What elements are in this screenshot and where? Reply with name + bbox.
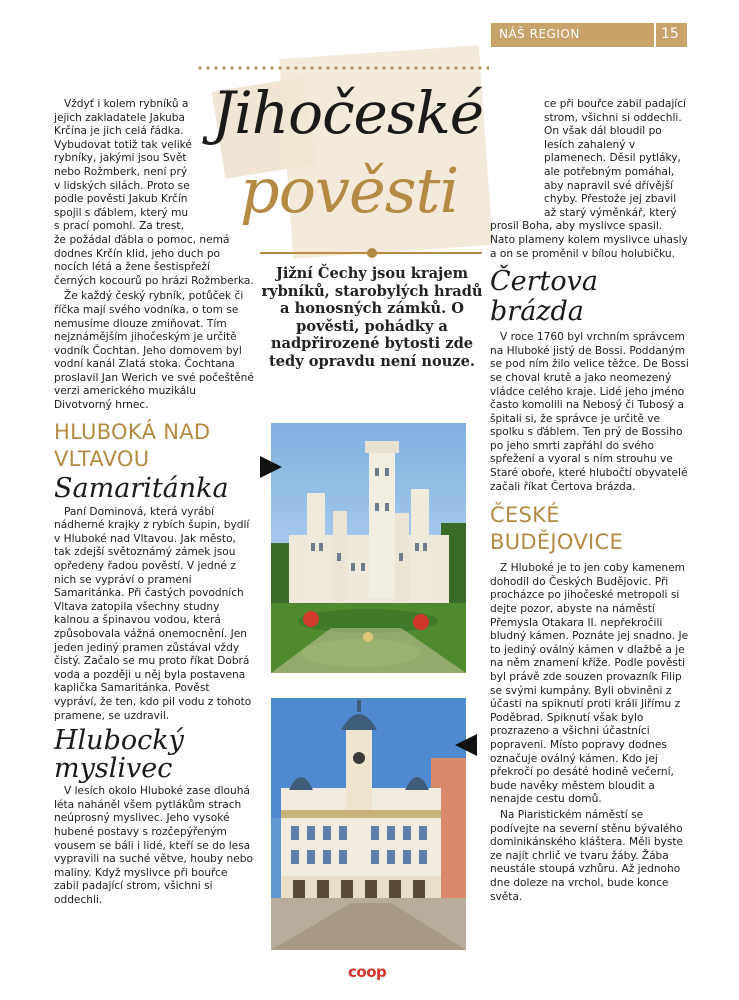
intro-text: Jižní Čechy jsou krajem rybníků, starobylých hradů a honosných zámků. O pověsti, pohádky a nadpřirozené bytosti zde tedy opravdu není nouze. (261, 265, 483, 370)
page-number: 15 (661, 26, 679, 42)
title-rule-dot (367, 248, 377, 258)
col1-paragraph-1: Vždyť i kolem rybníků a jejich zakladatele Jakuba Krčína je jich celá řádka. Vybudovat totiž tak veliké rybníky, jakými jsou Svět nebo Rožmberk, není prý v lidských silách. Proto se podle pověsti Jakub Krčín spojil s ďáblem, který mu s prací pomohl. Za trest, že požádal ďábla o pomoc, nemá dodnes Krčín klid, jeho duch po nocích létá a žene šestispřeží černých kocourů po hrázi Rožmberka. (54, 98, 254, 287)
photo-hluboka-castle (271, 423, 466, 673)
heading-samaritanka: Samaritánka (54, 472, 229, 504)
column-1 (54, 98, 254, 908)
coop-logo: coop (348, 963, 387, 981)
col1-paragraph-2: Že každý český rybník, potůček či říčka mají svého vodníka, o tom se nemusíme dlouze zmiňovat. Tím nejznámějším jihočeským je určitě vodník Čochtan. Jeho domovem byl vodní kanál Zlatá stoka. Čochtana proslavil Jan Werich ve své počeštěné verzi amerického muzikálu Divotvorný hrnec. (54, 290, 254, 412)
title-line-1: Jihočeské (212, 79, 484, 147)
col1-paragraph-3: Paní Dominová, která vyrábí nádherné krajky z rybích šupin, bydlí v Hluboké nad Vltavou. Jak město, tak zdejší světoznámý zámek jsou opředeny řadou pověstí. V jedné z nich se vypráví o prameni Samaritánka. Při častých povodních Vltava zatopila všechny studny kalnou a špinavou vodou, která způsobovala vážná onemocnění. Jen jeden jediný pramen zůstával vždy čistý. Začalo se mu proto říkat Dobrá voda a později u něj byla postavena kaplička Samaritánka. Pověst vypráví, že ten, kdo pil vodu z tohoto pramene, se uzdravil. (54, 505, 252, 722)
col3-paragraph-3: Z Hluboké je to jen coby kamenem dohodil do Českých Budějovic. Při procházce po jihočeské metropoli si dejte pozor, abyste na náměstí Přemysla Otakara II. nepřekročili bludný kámen. Poznáte jej snadno. Je to jediný oválný kámen v dlažbě a je na něm znamení kříže. Podle pověsti byl právě zde souzen provazník Filip se svými kumpány. Byli obviněni z účasti na spiknutí proti králi Jiřímu z Poděbrad. Spiknutí však bylo prozrazeno a všichni účastníci popraveni. Místo popravy dodnes označuje oválný kámen. Kdo jej překročí po desáté hodině večerní, bude navěky městem bloudit a nenajde cestu domů. (490, 562, 689, 806)
title-line-2: pověsti (240, 154, 459, 227)
castle-illustration (271, 423, 466, 673)
photo-budejovice-townhall (271, 698, 466, 950)
townhall-illustration (271, 698, 466, 950)
col3-wrap-top (490, 98, 544, 218)
column-3 (490, 98, 690, 904)
section-header (491, 23, 687, 47)
col3-paragraph-2: V roce 1760 byl vrchním správcem na Hluboké jistý de Bossi. Poddaným se pod ním žilo velice těžce. De Bossi se choval krutě a jako neomezený vládce celého kraje. Lidé jeho jméno často komolili na Nebosý či Tubosý a špitali si, že správce je určitě ve spolku s ďáblem. Ten prý de Bossiho po jeho smrti zapřáhl do svého spřežení a vyoral s ním strouhu ve Staré oboře, které hlubočtí obyvatelé začali říkat Čertova brázda. (490, 331, 689, 493)
section-name: NÁŠ REGION (499, 27, 580, 41)
col3-paragraph-1: ce při bouřce zabil padající strom, všichni si oddechli. On však dál bloudil po lesích zahalený v plamenech. Děsil pytláky, ale potřebným pomáhal, aby napravil své dřívější chyby. Přestože jej zbavil až starý výměnkář, který prosil Boha, aby myslivce spasil. Nato plameny kolem myslivce uhasly a on se proměnil v bílou holubičku. (490, 98, 688, 260)
dotted-ornament (196, 64, 489, 72)
pointer-arrow-right (260, 456, 282, 478)
heading-hluboka: HLUBOKÁ NAD VLTAVOU (54, 419, 211, 471)
pointer-arrow-left (455, 734, 477, 756)
col1-wrap-top (192, 98, 254, 230)
col3-paragraph-4: Na Piaristickém náměstí se podívejte na severní stěnu bývalého dominikánského kláštera. Měli byste ze najít chrlič ve tvaru žáby. Žába neustále stoupá vzhůru. Až jednoho dne doleze na vrchol, bude konce světa. (490, 808, 684, 903)
header-divider (654, 23, 656, 47)
heading-certova-brazda: Čertova brázda (490, 266, 598, 328)
col1-paragraph-4: V lesích okolo Hluboké zase dlouhá léta naháněl všem pytlákům strach neúprosný myslivec. Jeho vysoké hubené postavy s rozčepýřeným vousem se báli i lidé, kteří se do lesa vypravili na suché větve, houby nebo maliny. Když myslivce při bouřce zabil padající strom, všichni si oddechli. (54, 785, 253, 906)
heading-hlubocky-myslivec: Hlubocký myslivec (54, 725, 184, 785)
heading-ceske-budejovice: ČESKÉ BUDĚJOVICE (490, 503, 624, 555)
